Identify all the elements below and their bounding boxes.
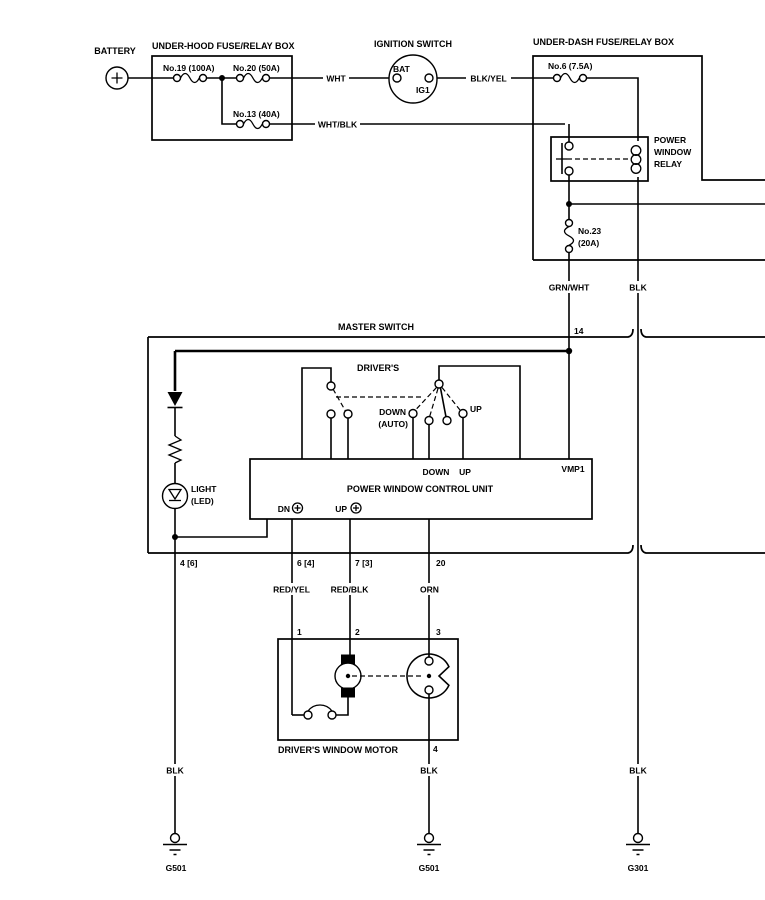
- fuse-23-element: [565, 227, 574, 246]
- drivers-switch-right-group: [357, 363, 520, 459]
- underhood-fuse-relay-box: [152, 41, 295, 140]
- ignition-bat-terminal: [393, 74, 401, 82]
- contact-neutral: [443, 417, 451, 425]
- down-auto-label-1: DOWN: [379, 407, 406, 417]
- fuse-19-element: [181, 74, 200, 83]
- ground-left: [163, 834, 187, 874]
- ground-icon: [171, 834, 180, 843]
- relay-contact-top: [565, 142, 573, 150]
- wire-label-wht-blk: WHT/BLK: [317, 119, 358, 130]
- ignition-switch: [374, 39, 452, 103]
- fuse-20-label: No.20 (50A): [233, 63, 280, 73]
- motor-pin-3: 3: [436, 627, 441, 637]
- fuse-20-element: [244, 74, 263, 83]
- switch-common-terminal: [327, 382, 335, 390]
- ground-icon: [634, 834, 643, 843]
- light-label-1: LIGHT: [191, 484, 217, 494]
- drivers-window-motor: [278, 627, 458, 755]
- fuse-23: [565, 220, 602, 253]
- master-switch-bottom-edge-right: [641, 545, 765, 553]
- pin-7-label: 7 [3]: [355, 558, 373, 568]
- wire-fuse6-to-coil: [587, 78, 639, 141]
- master-switch-title: MASTER SWITCH: [338, 322, 414, 332]
- master-switch-bottom-edge: [148, 545, 633, 553]
- diode-icon: [168, 392, 183, 406]
- illumination-branch: [163, 392, 218, 540]
- fuse-20: [233, 63, 280, 83]
- master-switch: [148, 322, 765, 568]
- up-label: UP: [470, 404, 482, 414]
- battery: [94, 46, 136, 89]
- relay-label-1: POWER: [654, 135, 687, 145]
- battery-label: BATTERY: [94, 46, 136, 56]
- power-window-relay: [551, 135, 692, 181]
- control-unit-dn-label: DN: [277, 504, 290, 514]
- fuse-13: [233, 109, 280, 129]
- switch-arm-dashed: [333, 389, 346, 411]
- ground-middle-label: G501: [418, 863, 440, 873]
- wire-label-blk-yel: BLK/YEL: [470, 73, 507, 84]
- wire-label-wht: WHT: [326, 73, 346, 84]
- relay-label-2: WINDOW: [654, 147, 692, 157]
- contact-down-auto: [409, 410, 417, 418]
- ignition-ig1-terminal: [425, 74, 433, 82]
- fuse-6-element: [561, 74, 580, 83]
- ground-right-label: G301: [627, 863, 649, 873]
- control-unit-down-label: DOWN: [422, 467, 450, 477]
- ground-right: [626, 834, 650, 874]
- pin-20-label: 20: [436, 558, 446, 568]
- switch-common-terminal: [435, 380, 443, 388]
- ignition-bat-label: BAT: [393, 64, 410, 74]
- ground-left-label: G501: [165, 863, 187, 873]
- underdash-box-outline: [533, 56, 765, 260]
- fuse-23-label-1: No.23: [578, 226, 602, 236]
- down-auto-label-2: (AUTO): [378, 419, 408, 429]
- relay-label-3: RELAY: [654, 159, 683, 169]
- led-icon: [163, 484, 188, 509]
- bus-junction-dot: [566, 348, 572, 354]
- wire-motor-to-breaker: [336, 698, 348, 716]
- underdash-box-title: UNDER-DASH FUSE/RELAY BOX: [533, 37, 675, 47]
- motor-pin-2: 2: [355, 627, 360, 637]
- control-unit-vmp1-label: VMP1: [561, 464, 585, 474]
- fuse-13-label: No.13 (40A): [233, 109, 280, 119]
- pin-4-label: 4 [6]: [180, 558, 198, 568]
- wires-layer: [128, 78, 765, 834]
- fuse-19-label: No.19 (100A): [163, 63, 215, 73]
- motor-title: DRIVER'S WINDOW MOTOR: [278, 745, 398, 755]
- drivers-label: DRIVER'S: [357, 363, 400, 373]
- ground-icon: [425, 834, 434, 843]
- fuse-13-element: [244, 120, 263, 129]
- control-unit-up-label: UP: [459, 467, 471, 477]
- wire-label-blk-left: BLK: [166, 765, 184, 776]
- relay-contact-bottom: [565, 167, 573, 175]
- pin-14-label: 14: [574, 326, 584, 336]
- fuse-6-label: No.6 (7.5A): [548, 61, 593, 71]
- light-label-2: (LED): [191, 496, 214, 506]
- pin-6-label: 6 [4]: [297, 558, 315, 568]
- circuit-breaker-symbol: [304, 705, 336, 719]
- breaker-arc: [308, 705, 332, 711]
- motor-pin-4: 4: [433, 744, 438, 754]
- underhood-box-title: UNDER-HOOD FUSE/RELAY BOX: [152, 41, 295, 51]
- ignition-ig1-label: IG1: [416, 85, 430, 95]
- wire-label-grn-wht: GRN/WHT: [548, 282, 590, 293]
- wire-label-blk-mid: BLK: [420, 765, 438, 776]
- junction-dot: [172, 534, 178, 540]
- wire-label-orn: ORN: [420, 584, 439, 595]
- fuse-6: [548, 61, 593, 83]
- wire-led-to-control-unit: [175, 519, 267, 537]
- relay-coil: [631, 146, 641, 156]
- master-switch-top-edge-right: [641, 329, 765, 337]
- control-unit-title: POWER WINDOW CONTROL UNIT: [346, 484, 494, 494]
- motor-pin-1: 1: [297, 627, 302, 637]
- wire-label-blk-upper: BLK: [629, 282, 647, 293]
- fuse-23-label-2: (20A): [578, 238, 600, 248]
- power-window-control-unit: [250, 459, 592, 519]
- switch-arm-solid: [441, 388, 447, 417]
- position-sensor-symbol: [407, 654, 449, 698]
- wire-label-blk-right: BLK: [629, 765, 647, 776]
- motor-symbol: [335, 655, 361, 698]
- contact-up: [459, 410, 467, 418]
- fuse-19: [163, 63, 215, 83]
- wire-label-red-blk: RED/BLK: [330, 584, 369, 595]
- ignition-title: IGNITION SWITCH: [374, 39, 452, 49]
- wire-label-red-yel: RED/YEL: [273, 584, 310, 595]
- ground-middle: [417, 834, 441, 874]
- contact-down: [425, 417, 433, 425]
- control-unit-up2-label: UP: [335, 504, 347, 514]
- junction-dot: [566, 201, 572, 207]
- underdash-fuse-relay-box: [533, 37, 765, 260]
- junction-dot: [219, 75, 225, 81]
- resistor-icon: [169, 436, 181, 463]
- motor-brush-bottom: [341, 688, 355, 698]
